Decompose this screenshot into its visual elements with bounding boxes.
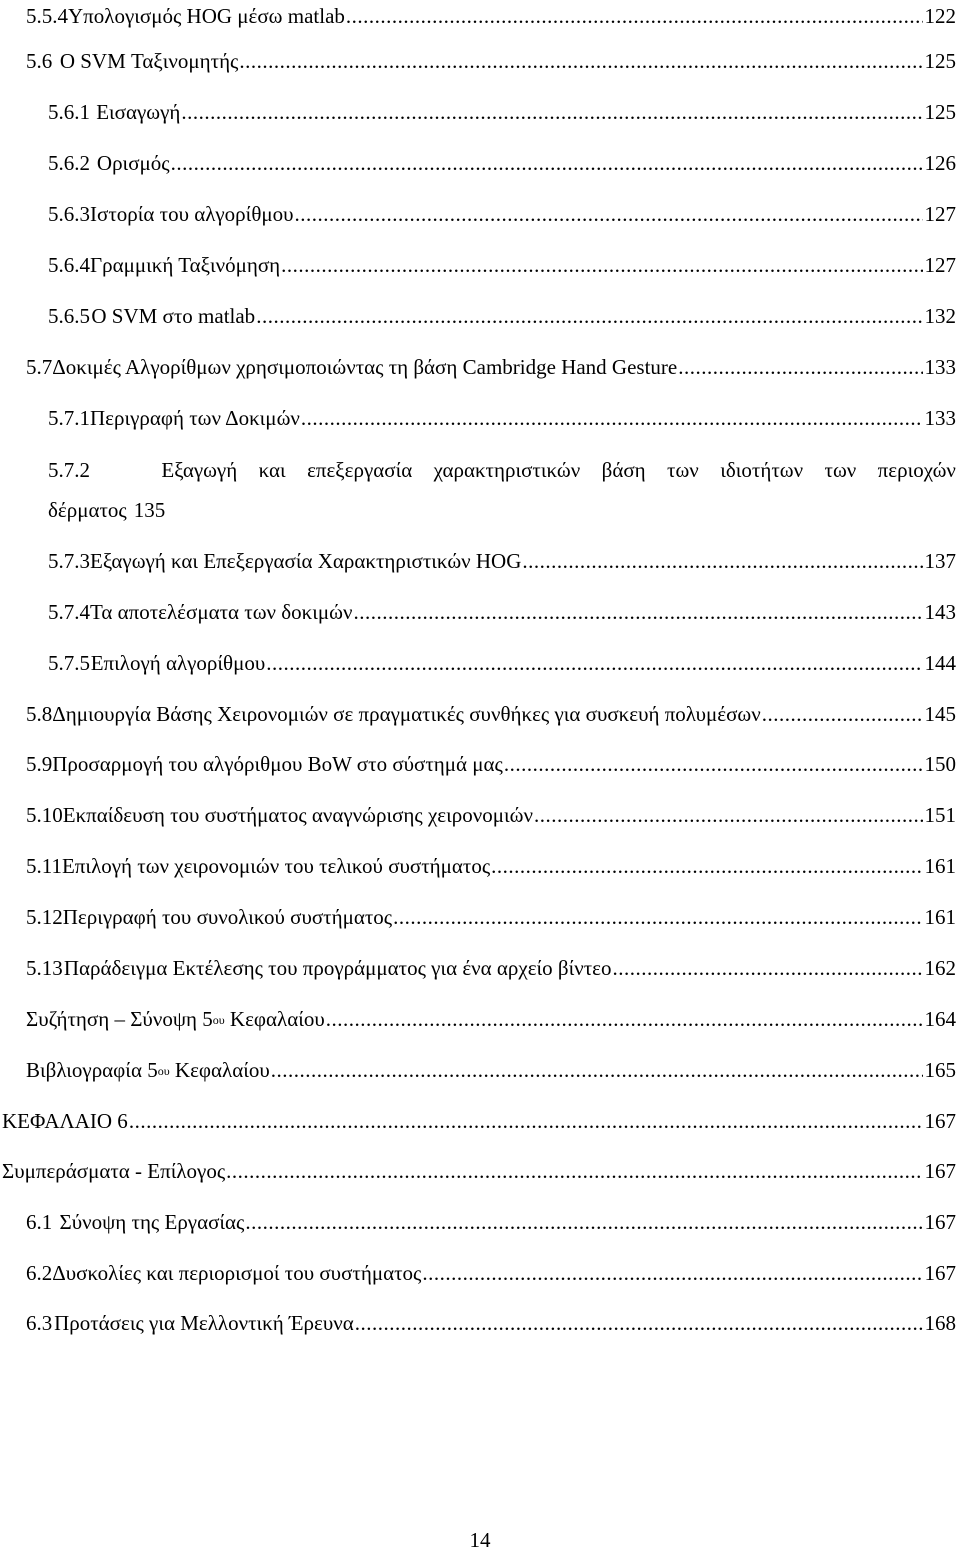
toc-number: 5.6.2 — [48, 151, 90, 175]
toc-number: 5.6.3 — [48, 202, 90, 226]
toc-title: Δημιουργία Βάσης Χειρονομιών σε πραγματικές συνθήκες για συσκευή πολυμέσων — [52, 702, 761, 726]
toc-title-word: και — [258, 458, 286, 482]
dot-leader — [504, 750, 923, 778]
toc-title: Συζήτηση – Σύνοψη 5 — [26, 1007, 213, 1031]
toc-entry[interactable] — [26, 954, 956, 982]
toc-page-ref: 126 — [924, 151, 956, 175]
toc-title: Εισαγωγή — [96, 100, 181, 124]
toc-title: Ιστορία του αλγορίθμου — [90, 202, 294, 226]
toc-number: 5.13 — [26, 956, 63, 980]
toc-number: 5.7.5 — [48, 651, 90, 675]
toc-entry[interactable] — [26, 2, 956, 30]
toc-entry[interactable] — [48, 649, 956, 677]
toc-page-ref: 145 — [924, 702, 956, 726]
dot-leader — [762, 700, 923, 728]
toc-title-suffix: Κεφαλαίου — [169, 1058, 270, 1082]
toc-title: Επιλογή των χειρονομιών του τελικού συστήματος — [61, 854, 491, 878]
toc-title: ΚΕΦΑΛΑΙΟ 6 — [2, 1109, 128, 1133]
toc-entry[interactable] — [26, 700, 956, 728]
toc-page-ref: 167 — [924, 1210, 956, 1234]
dot-leader — [678, 353, 922, 381]
toc-number: 5.6.1 — [48, 100, 90, 124]
toc-page-ref: 168 — [924, 1311, 956, 1335]
toc-title-word: ιδιοτήτων — [720, 458, 804, 482]
toc-title-suffix: Κεφαλαίου — [224, 1007, 325, 1031]
toc-number: 5.6.4 — [48, 253, 90, 277]
toc-entry[interactable] — [48, 149, 956, 177]
toc-page-ref: 137 — [924, 549, 956, 573]
toc-page-ref: 165 — [924, 1058, 956, 1082]
toc-page-ref: 122 — [924, 4, 956, 28]
toc-number: 5.7.2 — [48, 458, 90, 482]
toc-title: Δοκιμές Αλγορίθμων χρησιμοποιώντας τη βάση Cambridge Hand Gesture — [52, 355, 678, 379]
toc-title-word: των — [824, 458, 857, 482]
toc-title: Σύνοψη της Εργασίας — [59, 1210, 245, 1234]
dot-leader — [326, 1005, 923, 1033]
toc-title-word: χαρακτηριστικών — [433, 458, 581, 482]
dot-leader — [422, 1259, 922, 1287]
toc-page-ref: 164 — [924, 1007, 956, 1031]
toc-entry-line2 — [48, 496, 165, 524]
toc-page-ref: 125 — [924, 49, 956, 73]
toc-title: Εξαγωγή και Επεξεργασία Χαρακτηριστικών HOG — [90, 549, 522, 573]
dot-leader — [181, 98, 922, 126]
dot-leader — [613, 954, 923, 982]
dot-leader — [245, 1208, 922, 1236]
toc-title: Παράδειγμα Εκτέλεσης του προγράμματος για ένα αρχείο βίντεο — [63, 956, 612, 980]
toc-title: Προσαρμογή του αλγόριθμου BoW στο σύστημά μας — [52, 752, 503, 776]
toc-page-ref: 161 — [924, 854, 956, 878]
toc-page-ref: 133 — [924, 355, 956, 379]
dot-leader — [171, 149, 923, 177]
dot-leader — [301, 404, 923, 432]
toc-title-word: Εξαγωγή — [161, 458, 238, 482]
dot-leader — [271, 1056, 923, 1084]
toc-title: Γραμμική Ταξινόμηση — [90, 253, 281, 277]
toc-page-ref: 135 — [133, 498, 166, 522]
toc-entry[interactable] — [26, 801, 956, 829]
toc-page-ref: 167 — [924, 1159, 956, 1183]
toc-entry[interactable] — [2, 1157, 956, 1185]
toc-entry[interactable] — [26, 750, 956, 778]
dot-leader — [266, 649, 922, 677]
toc-entry[interactable] — [48, 98, 956, 126]
toc-number: 5.8 — [26, 702, 53, 726]
toc-entry[interactable] — [48, 547, 956, 575]
page-number: 14 — [469, 1528, 491, 1552]
toc-page-ref: 162 — [924, 956, 956, 980]
toc-entry[interactable] — [26, 852, 956, 880]
toc-page-ref: 167 — [924, 1261, 956, 1285]
toc-number: 5.7 — [26, 355, 53, 379]
toc-title: Περιγραφή του συνολικού συστήματος — [62, 905, 393, 929]
toc-entry[interactable]: Βιβλιογραφία 5 $^{o\upsilon}$ Κεφαλαίου ..... 165 — [26, 1056, 956, 1084]
toc-number: 5.12 — [26, 905, 63, 929]
dot-leader — [239, 47, 922, 75]
toc-title: Επιλογή αλγορίθμου — [90, 651, 266, 675]
toc-page-ref: 144 — [924, 651, 956, 675]
toc-title-word: των — [667, 458, 699, 482]
toc-title: Υπολογισμός HOG μέσω matlab — [68, 4, 345, 28]
dot-leader — [522, 547, 922, 575]
dot-leader — [393, 903, 922, 931]
toc-title-word: βάση — [601, 458, 646, 482]
toc-page-ref: 133 — [924, 406, 956, 430]
dot-leader — [346, 2, 923, 30]
toc-page-ref: 143 — [924, 600, 956, 624]
toc-number: 5.7.1 — [48, 406, 90, 430]
toc-number: 5.9 — [26, 752, 53, 776]
dot-leader — [256, 302, 922, 330]
dot-leader — [226, 1157, 922, 1185]
dot-leader — [129, 1107, 923, 1135]
toc-page-ref: 150 — [924, 752, 956, 776]
toc-entry[interactable] — [2, 1107, 956, 1135]
toc-entry[interactable] — [48, 200, 956, 228]
toc-entry[interactable] — [26, 1208, 956, 1236]
toc-title-word: περιοχών — [877, 458, 956, 482]
toc-page-ref: 127 — [924, 253, 956, 277]
toc-title-cont: δέρματος — [48, 498, 127, 522]
toc-title: Περιγραφή των Δοκιμών — [90, 406, 300, 430]
toc-entry[interactable] — [26, 1309, 956, 1337]
toc-title: Προτάσεις για Μελλοντική Έρευνα — [54, 1311, 354, 1335]
toc-page-ref: 125 — [924, 100, 956, 124]
toc-title: Ο SVM Ταξινομητής — [59, 49, 239, 73]
toc-entry[interactable] — [26, 47, 956, 75]
dot-leader — [281, 251, 922, 279]
toc-title: Ορισμός — [96, 151, 170, 175]
dot-leader — [295, 200, 923, 228]
toc-title: Τα αποτελέσματα των δοκιμών — [90, 600, 353, 624]
dot-leader — [534, 801, 923, 829]
toc-entry[interactable] — [48, 302, 956, 330]
toc-title: Βιβλιογραφία 5 — [26, 1058, 158, 1082]
toc-number: 5.11 — [26, 854, 62, 878]
toc-entry[interactable] — [26, 903, 956, 931]
toc-page-ref: 132 — [924, 304, 956, 328]
toc-number: 5.5.4 — [26, 4, 68, 28]
toc-title-word: επεξεργασία — [307, 458, 413, 482]
toc-page-ref: 167 — [924, 1109, 956, 1133]
toc-title: Ο SVM στο matlab — [91, 304, 256, 328]
toc-page-ref: 161 — [924, 905, 956, 929]
toc-number: 6.3 — [26, 1311, 53, 1335]
toc-number: 5.7.4 — [48, 600, 90, 624]
toc-entry[interactable] — [26, 353, 956, 381]
toc-number: 6.1 — [26, 1210, 53, 1234]
dot-leader — [491, 852, 922, 880]
toc-entry[interactable] — [48, 598, 956, 626]
toc-number: 5.7.3 — [48, 549, 90, 573]
dot-leader — [355, 1309, 923, 1337]
toc-page-ref: 151 — [924, 803, 956, 827]
toc-page-ref: 127 — [924, 202, 956, 226]
toc-number: 5.6 — [26, 49, 53, 73]
toc-entry[interactable] — [26, 1259, 956, 1287]
toc-number: 5.6.5 — [48, 304, 90, 328]
toc-title: Συμπεράσματα - Επίλογος — [2, 1159, 226, 1183]
toc-title: Εκπαίδευση του συστήματος αναγνώρισης χειρονομιών — [62, 803, 533, 827]
toc-number: 6.2 — [26, 1261, 53, 1285]
toc-number: 5.10 — [26, 803, 63, 827]
toc-entry-line1 — [48, 456, 956, 484]
toc-entry[interactable]: Συζήτηση – Σύνοψη 5 $^{o\upsilon}$ Κεφαλαίου ..... 164 — [26, 1005, 956, 1033]
toc-title: Δυσκολίες και περιορισμοί του συστήματος — [52, 1261, 422, 1285]
toc-entry[interactable] — [48, 251, 956, 279]
dot-leader — [353, 598, 922, 626]
toc-entry[interactable] — [48, 404, 956, 432]
